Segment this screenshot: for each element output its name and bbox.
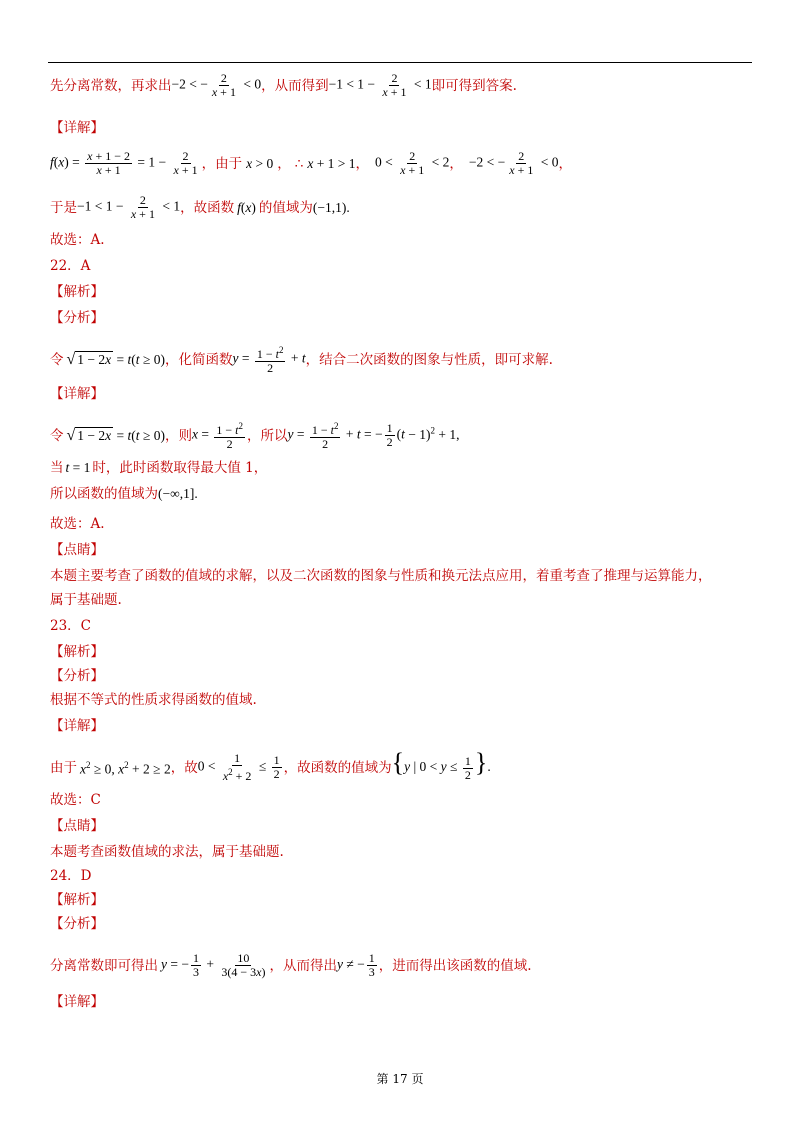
therefore-symbol: ∴ xyxy=(294,155,304,172)
text: 令 xyxy=(50,427,64,444)
analysis-line xyxy=(50,344,553,375)
text: ，则 xyxy=(164,427,192,444)
analysis-line xyxy=(50,952,532,979)
formula: x > 0 xyxy=(246,155,274,171)
heading-dianjing: 【点睛】 xyxy=(50,542,104,558)
answer-line: 故选：C xyxy=(50,792,101,808)
formula: t = 1 xyxy=(65,460,91,475)
text: ， xyxy=(277,155,291,172)
text: 即可得到答案. xyxy=(431,77,517,94)
heading-jiexi: 【解析】 xyxy=(50,892,104,908)
formula: −1 < 1 − $\frac{2}{x + 1}$ < 1 xyxy=(328,71,432,99)
heading-detail: 【详解】 xyxy=(50,994,104,1010)
formula: . xyxy=(346,199,350,215)
text: ，结合二次函数的图象与性质，即可求解. xyxy=(305,351,553,368)
formula: (−∞,1]. xyxy=(158,486,198,501)
heading-dianjing: 【点睛】 xyxy=(50,818,104,834)
detail-line xyxy=(50,748,491,783)
text: 所以函数的值域为 xyxy=(50,486,158,502)
text: ，进而得出该函数的值域. xyxy=(378,957,532,974)
text: ，化简函数 xyxy=(164,351,233,368)
text: 当 xyxy=(50,460,64,476)
text: 先分离常数，再求出 xyxy=(50,77,172,94)
text: ，故 xyxy=(170,759,198,776)
text: 由于 xyxy=(50,759,77,776)
formula: y = $\frac{1 - t^2}{2}$ + t xyxy=(232,345,306,375)
formula: −2 < − $\frac{2}{x + 1}$ < 0 xyxy=(171,71,262,99)
formula: x + 1 > 1 xyxy=(307,155,356,171)
text: ，从而得到 xyxy=(261,77,329,94)
text: 时，此时函数取得最大值 1， xyxy=(92,460,268,476)
detail-line xyxy=(50,458,267,478)
comment-line: 属于基础题. xyxy=(50,592,122,608)
text: 分离常数即可得出 xyxy=(50,957,158,974)
formula: 0 < $\frac{1}{x^2 + 2}$ ≤ $\frac{1}{2}$ xyxy=(197,751,280,783)
formula: (−1,1) xyxy=(312,199,347,215)
text: 于是 xyxy=(50,199,77,216)
formula: y = $\frac{1 - t^2}{2}$ + t = − $\frac{1}{2}$ $(t - 1)^2 + 1$, xyxy=(287,421,460,451)
text: 的值域为 xyxy=(258,199,313,216)
header-rule xyxy=(48,62,752,63)
heading-jiexi: 【解析】 xyxy=(50,284,104,300)
formula: f(x) = $\frac{x + 1 - 2}{x + 1}$ = 1 − $\frac{2}{x + 1}$ xyxy=(50,149,198,177)
heading-fenxi: 【分析】 xyxy=(50,916,104,932)
formula: y = − $\frac{1}{3}$ + $\frac{10}{3(4 - 3x)}$ xyxy=(161,951,266,979)
page-footer: 第 17 页 xyxy=(376,1072,424,1086)
formula: 0 < $\frac{2}{x + 1}$ < 2 xyxy=(375,149,450,177)
text: 令 xyxy=(50,351,64,368)
formula: x = $\frac{1 - t^2}{2}$ xyxy=(191,421,243,451)
heading-jiexi: 【解析】 xyxy=(50,644,104,660)
analysis-line-1 xyxy=(50,72,517,99)
detail-line xyxy=(50,420,459,451)
heading-detail: 【详解】 xyxy=(50,120,104,136)
heading-detail: 【详解】 xyxy=(50,386,104,402)
text: ，从而得出 xyxy=(269,957,337,974)
text: ， xyxy=(449,155,463,172)
answer-line: 故选：A. xyxy=(50,516,105,532)
formula: {y | 0 < y ≤ $\frac{1}{2}$ }. xyxy=(391,748,491,782)
question-number: 22．A xyxy=(50,258,91,274)
formula: $x^2 \ge 0$, $x^2 + 2 \ge 2$ xyxy=(80,760,171,777)
answer-line: 故选：A. xyxy=(50,232,105,248)
detail-line-2 xyxy=(50,194,350,221)
comment-line: 本题考查函数值域的求法，属于基础题. xyxy=(50,844,284,860)
heading-fenxi: 【分析】 xyxy=(50,668,104,684)
analysis-line: 根据不等式的性质求得函数的值域. xyxy=(50,692,257,708)
formula: f(x) xyxy=(237,199,256,215)
formula: √ 1 − 2x = t(t ≥ 0) xyxy=(66,350,165,368)
text: ，故函数 xyxy=(180,199,235,216)
formula: −2 < − $\frac{2}{x + 1}$ < 0 xyxy=(468,149,559,177)
text: ， xyxy=(558,155,572,172)
text: ，故函数的值域为 xyxy=(283,759,392,776)
heading-detail: 【详解】 xyxy=(50,718,104,734)
question-number: 24．D xyxy=(50,868,92,884)
detail-line xyxy=(50,484,198,504)
formula: √ 1 − 2x = t(t ≥ 0) xyxy=(66,426,165,444)
question-number: 23．C xyxy=(50,618,92,634)
formula: −1 < 1 − $\frac{2}{x + 1}$ < 1 xyxy=(77,193,181,221)
text: ，所以 xyxy=(246,427,288,444)
formula: y ≠ − $\frac{1}{3}$ xyxy=(336,951,375,979)
text: ， xyxy=(355,155,370,172)
text: ，由于 xyxy=(201,155,243,172)
heading-fenxi: 【分析】 xyxy=(50,310,104,326)
detail-line-1 xyxy=(50,150,572,177)
comment-line: 本题主要考查了函数的值域的求解，以及二次函数的图象与性质和换元法点应用，着重考查了推理与运算能力， xyxy=(50,568,712,584)
